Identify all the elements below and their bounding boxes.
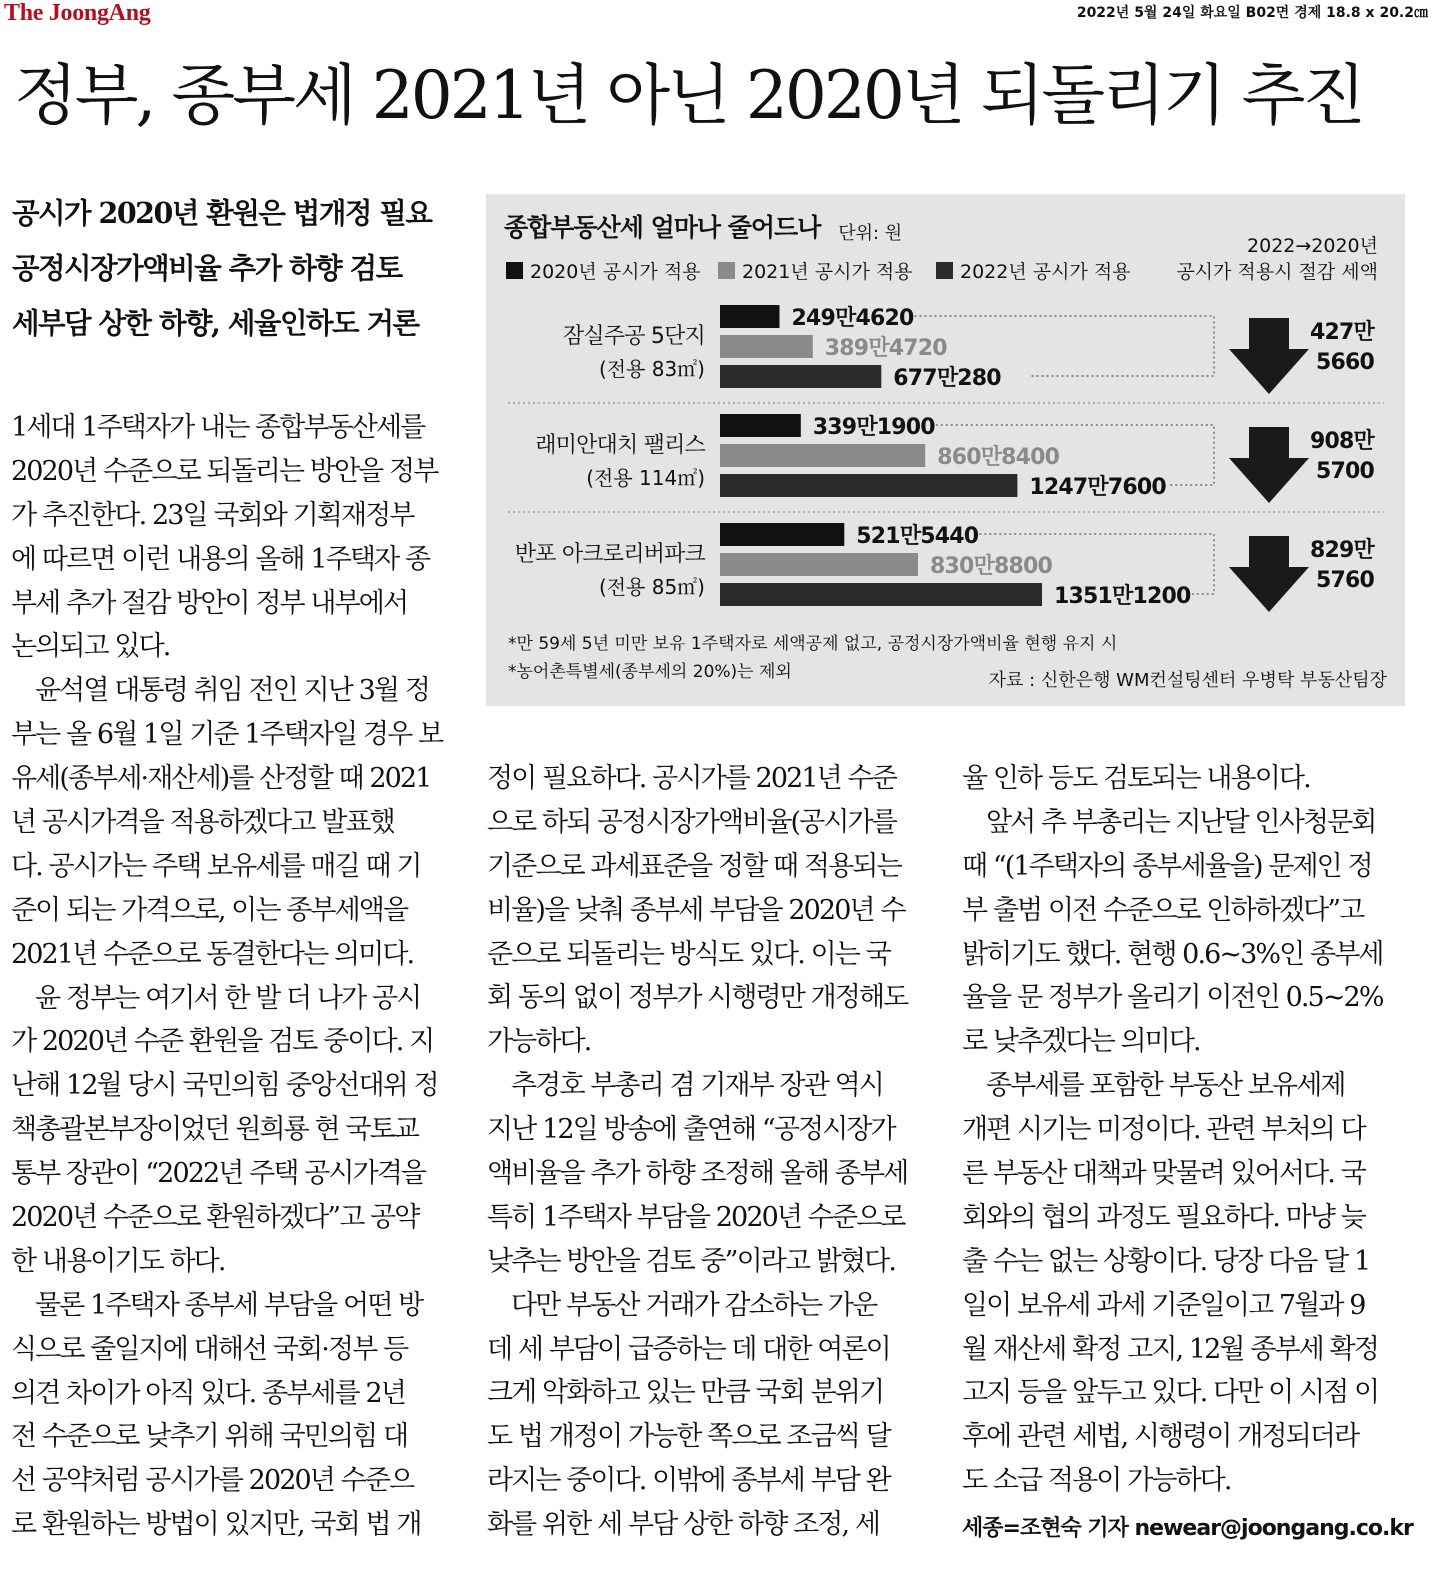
chart-unit: 단위: 원 — [838, 223, 903, 244]
article-line: 낮추는 방안을 검토 중”이라고 밝혔다. — [487, 1245, 896, 1277]
category-sublabel: (전용 83㎡) — [598, 357, 705, 381]
chart-plot — [508, 305, 1384, 612]
tax-chart — [486, 194, 1405, 706]
article-line: 식으로 줄일지에 대해선 국회·정부 등 — [11, 1333, 408, 1365]
article-line: 준으로 되돌리는 방식도 있다. 이는 국 — [487, 938, 890, 970]
article-line: 전 수준으로 낮추기 위해 국민의힘 대 — [11, 1421, 408, 1453]
bar-value-label: 830만8800 — [930, 554, 1053, 579]
article-line: 율 인하 등도 검토되는 내용이다. — [962, 763, 1310, 794]
article-line: 의견 차이가 아직 있다. 종부세를 2년 — [11, 1377, 405, 1409]
article-line: 율을 문 정부가 올리기 이전인 0.5~2% — [962, 982, 1383, 1014]
savings-header-line1: 2022→2020년 — [1247, 235, 1378, 257]
article-line: 년 공시가격을 적용하겠다고 발표했 — [11, 807, 394, 839]
bar-value-label: 677만280 — [893, 366, 1001, 391]
article-line: 로 환원하는 방법이 있지만, 국회 법 개 — [11, 1509, 421, 1541]
subheadline: 세부담 상한 하향, 세율인하도 거론 — [12, 306, 419, 340]
article-line: 다만 부동산 거래가 감소하는 가운 — [511, 1289, 877, 1321]
article-line: 다. 공시가는 주택 보유세를 매길 때 기 — [11, 850, 421, 882]
category-label: 잠실주공 5단지 — [562, 324, 705, 349]
savings-value-line1: 829만 — [1310, 538, 1374, 563]
article-column-1 — [11, 406, 461, 1547]
savings-header-line2: 공시가 적용시 절감 세액 — [1176, 261, 1378, 283]
article-line: 책총괄본부장이었던 원희룡 현 국토교 — [11, 1114, 418, 1146]
article-line: 른 부동산 대책과 맞물려 있어서다. 국 — [962, 1158, 1365, 1190]
legend-label: 2021년 공시가 적용 — [742, 261, 913, 283]
article-line: 에 따르면 이런 내용의 올해 1주택자 종 — [11, 543, 430, 575]
article-line: 부세 추가 절감 방안이 정부 내부에서 — [11, 587, 408, 619]
article-line: 도 소급 적용이 가능하다. — [962, 1465, 1231, 1497]
bar — [720, 335, 813, 358]
article-line: 윤 정부는 여기서 한 발 더 나가 공시 — [35, 982, 421, 1014]
article-line: 통부 장관이 “2022년 주택 공시가격을 — [11, 1158, 426, 1190]
article-line: 논의되고 있다. — [11, 631, 170, 663]
bar — [720, 523, 844, 546]
article-line: 라지는 중이다. 이밖에 종부세 부담 완 — [487, 1465, 890, 1497]
legend-swatch — [506, 262, 523, 279]
article-line: 2021년 수준으로 동결한다는 의미다. — [11, 938, 414, 970]
category-sublabel: (전용 85㎡) — [598, 575, 705, 599]
article-line: 2020년 수준으로 환원하겠다”고 공약 — [11, 1202, 419, 1234]
chart-title: 종합부동산세 얼마나 줄어드나 — [504, 213, 821, 242]
down-arrow-icon — [1229, 536, 1309, 612]
bar — [720, 553, 918, 576]
article-line: 정이 필요하다. 공시가를 2021년 수준 — [487, 763, 896, 794]
legend-label: 2022년 공시가 적용 — [960, 261, 1131, 283]
tax-chart-svg — [486, 194, 1405, 706]
article-line: 부 출범 이전 수준으로 인하하겠다”고 — [962, 894, 1364, 926]
article-line: 선 공약처럼 공시가를 2020년 수준으 — [11, 1465, 414, 1497]
article-line: 유세(종부세·재산세)를 산정할 때 2021 — [11, 763, 431, 795]
brand-logo: The JoongAng — [4, 0, 151, 26]
article-line: 회 동의 없이 정부가 시행령만 개정해도 — [487, 982, 908, 1014]
publication-info: 2022년 5월 24일 화요일 B02면 경제 18.8 x 20.2㎝ — [1076, 5, 1428, 21]
article-line: 도 법 개정이 가능한 쪽으로 조금씩 달 — [487, 1421, 890, 1453]
category-sublabel: (전용 114㎡) — [586, 466, 705, 490]
headline: 정부, 종부세 2021년 아닌 2020년 되돌리기 추진 — [14, 57, 1364, 134]
article-column-3 — [962, 757, 1412, 1551]
legend-swatch — [718, 262, 735, 279]
savings-value-line1: 427만 — [1310, 320, 1374, 345]
article-line: 가 2020년 수준 환원을 검토 중이다. 지 — [11, 1026, 434, 1058]
savings-value-line2: 5760 — [1315, 568, 1374, 593]
bar-value-label: 339만1900 — [812, 415, 935, 440]
chart-source: 자료 : 신한은행 WM컨설팅센터 우병탁 부동산팀장 — [988, 670, 1387, 691]
article-line: 물론 1주택자 종부세 부담을 어떤 방 — [35, 1289, 423, 1321]
chart-footnote: *만 59세 5년 미만 보유 1주택자로 세액공제 없고, 공정시장가액비율 현행 유지 시 — [508, 634, 1118, 654]
chart-legend — [506, 261, 1131, 283]
article-line: 윤석열 대통령 취임 전인 지난 3월 정 — [35, 675, 429, 707]
article-line: 로 낮추겠다는 의미다. — [962, 1026, 1200, 1058]
article-line: 1세대 1주택자가 내는 종합부동산세를 — [11, 412, 425, 443]
article-line: 특히 1주택자 부담을 2020년 수준으로 — [487, 1201, 905, 1233]
article-line: 한 내용이기도 하다. — [11, 1245, 225, 1277]
article-line: 준이 되는 가격으로, 이는 종부세액을 — [11, 894, 408, 926]
bar — [720, 365, 881, 388]
article-line: 지난 12일 방송에 출연해 “공정시장가 — [487, 1114, 895, 1146]
bar — [720, 444, 925, 467]
article-line: 회와의 협의 과정도 필요하다. 마냥 늦 — [962, 1201, 1365, 1233]
legend-swatch — [936, 262, 953, 279]
article-line: 액비율을 추가 하향 조정해 올해 종부세 — [487, 1158, 908, 1190]
byline: 세종=조현숙 기자 newear@joongang.co.kr — [962, 1516, 1413, 1542]
chart-footnote: *농어촌특별세(종부세의 20%)는 제외 — [508, 662, 792, 682]
article-line: 종부세를 포함한 부동산 보유세제 — [986, 1070, 1345, 1102]
down-arrow-icon — [1229, 427, 1309, 503]
category-label: 래미안대치 팰리스 — [535, 433, 705, 458]
article-line: 앞서 추 부총리는 지난달 인사청문회 — [986, 806, 1376, 838]
article-line: 월 재산세 확정 고지, 12월 종부세 확정 — [962, 1333, 1378, 1365]
article-line: 비율)을 낮춰 종부세 부담을 2020년 수 — [487, 894, 905, 926]
bar — [720, 583, 1042, 606]
bar-value-label: 249만4620 — [791, 306, 914, 331]
subheadline: 공정시장가액비율 추가 하향 검토 — [12, 251, 402, 285]
article-line: 일이 보유세 과세 기준일이고 7월과 9 — [962, 1289, 1365, 1321]
legend-label: 2020년 공시가 적용 — [530, 261, 701, 283]
savings-value-line2: 5660 — [1315, 350, 1374, 375]
article-line: 2020년 수준으로 되돌리는 방안을 정부 — [11, 455, 438, 487]
article-line: 출 수는 없는 상황이다. 당장 다음 달 1 — [962, 1245, 1370, 1277]
bar-value-label: 1247만7600 — [1029, 475, 1166, 500]
bar-value-label: 521만5440 — [856, 524, 979, 549]
bar-value-label: 1351만1200 — [1054, 584, 1191, 609]
article-line: 크게 악화하고 있는 만큼 국회 분위기 — [487, 1377, 884, 1409]
article-line: 가능하다. — [487, 1026, 591, 1058]
article-line: 부는 올 6월 1일 기준 1주택자일 경우 보 — [11, 719, 443, 751]
article-line: 가 추진한다. 23일 국회와 기획재정부 — [11, 499, 414, 531]
article-line: 밝히기도 했다. 현행 0.6~3%인 종부세 — [962, 938, 1383, 970]
bar-value-label: 860만8400 — [937, 445, 1060, 470]
article-line: 기준으로 과세표준을 정할 때 적용되는 — [487, 850, 901, 882]
bar — [720, 474, 1017, 497]
article-line: 고지 등을 앞두고 있다. 다만 이 시점 이 — [962, 1377, 1379, 1409]
article-line: 후에 관련 세법, 시행령이 개정되더라 — [962, 1421, 1359, 1453]
article-line: 추경호 부총리 겸 기재부 장관 역시 — [511, 1070, 883, 1102]
article-line: 으로 하되 공정시장가액비율(공시가를 — [487, 806, 896, 838]
article-line: 화를 위한 세 부담 상한 하향 조정, 세 — [487, 1509, 880, 1541]
article-line: 때 “(1주택자의 종부세율을) 문제인 정 — [962, 850, 1372, 882]
bar — [720, 305, 780, 328]
article-line: 난해 12월 당시 국민의힘 중앙선대위 정 — [11, 1070, 438, 1102]
article-line: 데 세 부담이 급증하는 데 대한 여론이 — [487, 1333, 890, 1365]
subheadline: 공시가 2020년 환원은 법개정 필요 — [12, 196, 432, 230]
article-line: 개편 시기는 미정이다. 관련 부처의 다 — [962, 1114, 1365, 1146]
savings-value-line2: 5700 — [1315, 459, 1374, 484]
subheadlines — [12, 186, 472, 351]
category-label: 반포 아크로리버파크 — [514, 542, 705, 567]
article-column-2 — [487, 757, 937, 1547]
bar-value-label: 389만4720 — [824, 336, 947, 361]
bar — [720, 414, 801, 437]
down-arrow-icon — [1229, 318, 1309, 394]
savings-value-line1: 908만 — [1310, 429, 1374, 454]
